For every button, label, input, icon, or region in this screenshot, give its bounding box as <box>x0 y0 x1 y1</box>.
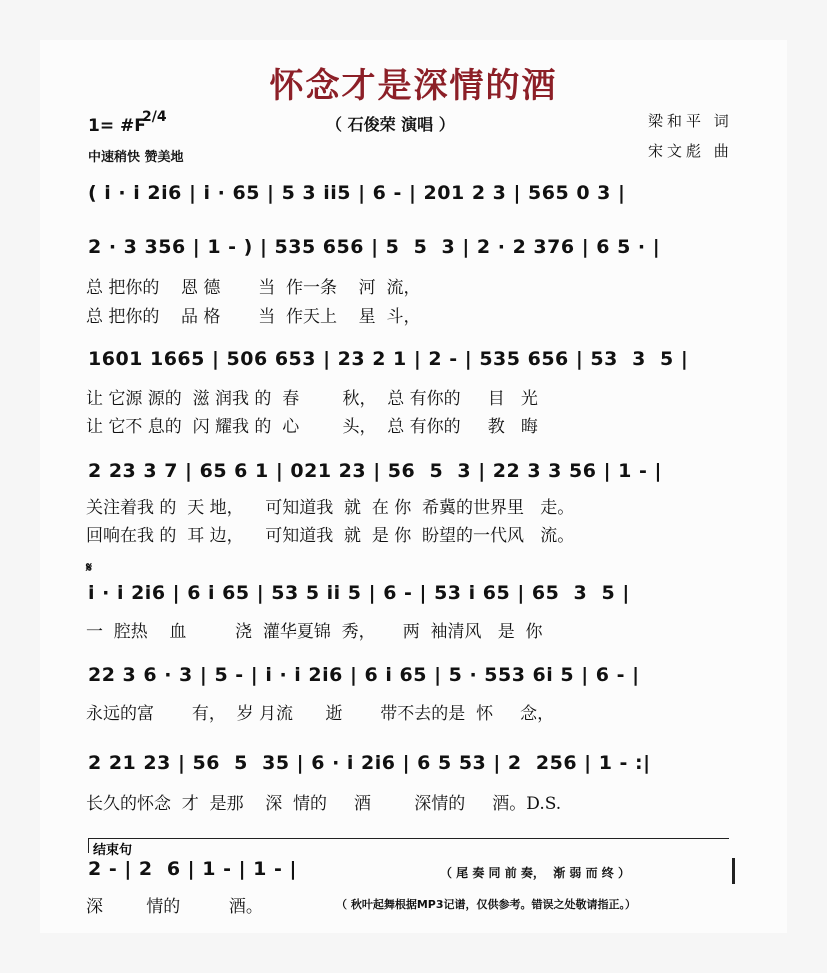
lyrics-row-2-verse-2: 总 把你的 品 格 当 作天上 星 斗， <box>86 307 421 327</box>
composer-credit: 宋文彪 曲 <box>648 142 733 160</box>
lyrics-row-3-verse-1: 让 它源 源的 滋 润我 的 春 秋， 总 有你的 目 光 <box>86 389 538 409</box>
segno-sign: 𝄋 <box>86 560 93 576</box>
lyrics-row-3-verse-2: 让 它不 息的 闪 耀我 的 心 头， 总 有你的 教 晦 <box>86 417 538 437</box>
notation-row-4-text: 2 23 3 7 | 65 6 1 | 021 23 | 56 5 3 | 22 3 3 56 | 1 - | <box>88 460 662 482</box>
song-title: 怀念才是深情的酒 <box>269 66 558 106</box>
lyrics-row-5: 一 腔热 血 浇 灌华夏锦 秀， 两 袖清风 是 你 <box>86 622 543 642</box>
notation-row-2-text: 2 · 3 356 | 1 - ) | 535 656 | 5 5 3 | 2 · 2 376 | 6 5 · | <box>88 236 661 258</box>
notation-row-7 <box>80 752 740 782</box>
notation-row-5-text: i · i 2i6 | 6 i 65 | 53 5 ii 5 | 6 - | 53 i 65 | 65 3 5 | <box>88 582 630 604</box>
notation-row-3 <box>80 348 740 378</box>
notation-row-8-text: 2 - | 2 6 | 1 - | 1 - | <box>88 858 297 880</box>
ending-label: 结束句 <box>93 843 133 858</box>
notation-row-6-text: 22 3 6 · 3 | 5 - | i · i 2i6 | 6 i 65 | 5 · 553 6i 5 | 6 - | <box>88 664 640 686</box>
notation-row-1 <box>80 182 740 212</box>
lyrics-row-4-verse-2: 回响在我 的 耳 边， 可知道我 就 是 你 盼望的一代风 流。 <box>86 526 575 546</box>
notation-row-2 <box>80 236 740 266</box>
time-signature-value: 2/4 <box>142 109 167 125</box>
notation-row-4 <box>80 460 740 490</box>
lyricist-credit: 梁和平 词 <box>648 112 733 130</box>
notation-row-6 <box>80 664 740 694</box>
lyrics-row-8: 深 情的 酒。 <box>86 897 263 917</box>
notation-row-1-text: ( i · i 2i6 | i · 65 | 5 3 ii5 | 6 - | 201 2 3 | 565 0 3 | <box>88 182 626 204</box>
lyrics-row-2-verse-1: 总 把你的 恩 德 当 作一条 河 流， <box>86 278 421 298</box>
notation-row-7-text: 2 21 23 | 56 5 35 | 6 · i 2i6 | 6 5 53 | 2 256 | 1 - :| <box>88 752 651 774</box>
final-barline <box>732 858 735 884</box>
lyrics-row-4-verse-1: 关注着我 的 天 地， 可知道我 就 在 你 希冀的世界里 走。 <box>86 498 575 518</box>
outro-instruction: （ 尾 奏 同 前 奏， 渐 弱 而 终 ） <box>440 866 630 880</box>
key-signature: 1= #F <box>88 116 146 136</box>
notation-row-5 <box>80 582 740 612</box>
singer-credit: （ 石俊荣 演唱 ） <box>326 115 455 134</box>
tempo-marking: 中速稍快 赞美地 <box>88 150 184 165</box>
lyrics-row-7: 长久的怀念 才 是那 深 情的 酒 深情的 酒。D.S. <box>86 794 562 814</box>
time-signature <box>142 110 167 124</box>
lyrics-row-6: 永远的富 有， 岁 月流 逝 带不去的是 怀 念， <box>86 704 555 724</box>
ending-bracket <box>88 838 729 858</box>
notation-row-8 <box>80 858 340 888</box>
notation-row-3-text: 1601 1665 | 506 653 | 23 2 1 | 2 - | 535 656 | 53 3 5 | <box>88 348 689 370</box>
transcriber-footnote: （ 秋叶起舞根据MP3记谱，仅供参考。错误之处敬请指正。） <box>336 898 636 911</box>
